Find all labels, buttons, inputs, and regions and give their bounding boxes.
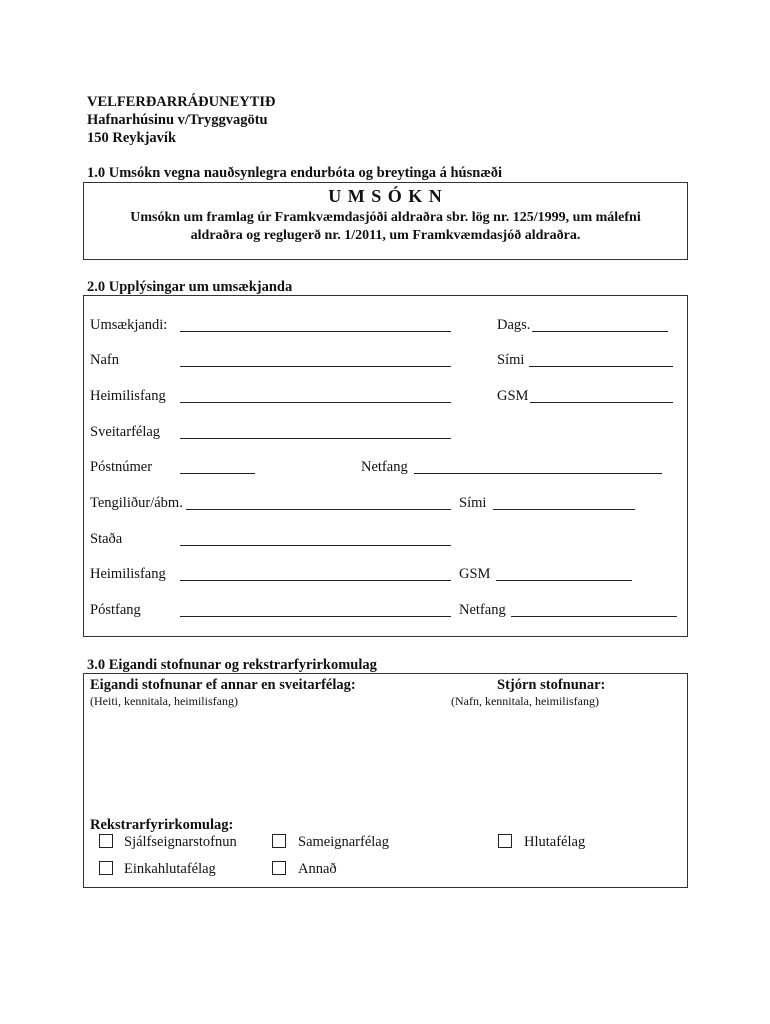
email-label: Netfang xyxy=(361,459,408,475)
address-field[interactable] xyxy=(180,402,451,403)
phone-label: Sími xyxy=(497,352,525,368)
section1-heading: 1.0 Umsókn vegna nauðsynlegra endurbóta og breytinga á húsnæði xyxy=(87,165,503,181)
operation-label: Rekstrarfyrirkomulag: xyxy=(90,817,234,833)
private-limited-checkbox[interactable] xyxy=(99,861,113,875)
other-label: Annað xyxy=(298,861,337,877)
section1-box xyxy=(83,182,688,260)
self-owned-label: Sjálfseignarstofnun xyxy=(124,834,237,850)
contact-mobile-label: GSM xyxy=(459,566,491,582)
mobile-label: GSM xyxy=(497,388,529,404)
email-field[interactable] xyxy=(414,473,662,474)
contact-label: Tengiliður/ábm. xyxy=(90,495,183,511)
private-limited-label: Einkahlutafélag xyxy=(124,861,216,877)
postal-address-field[interactable] xyxy=(180,616,451,617)
self-owned-checkbox[interactable] xyxy=(99,834,113,848)
co-owned-checkbox[interactable] xyxy=(272,834,286,848)
contact-address-field[interactable] xyxy=(180,580,451,581)
postcode-label: Póstnúmer xyxy=(90,459,153,475)
owner-hint: (Heiti, kennitala, heimilisfang) xyxy=(90,694,238,708)
form-title: U M S Ó K N xyxy=(328,186,443,206)
other-checkbox[interactable] xyxy=(272,861,286,875)
date-field[interactable] xyxy=(532,331,668,332)
postal-address-label: Póstfang xyxy=(90,602,141,618)
board-label: Stjórn stofnunar: xyxy=(497,677,606,693)
mobile-field[interactable] xyxy=(530,402,673,403)
name-label: Nafn xyxy=(90,352,119,368)
form-subtitle-1: Umsókn um framlag úr Framkvæmdasjóði aldraðra sbr. lög nr. 125/1999, um málefni xyxy=(130,210,641,225)
contact-address-label: Heimilisfang xyxy=(90,566,166,582)
address-label: Heimilisfang xyxy=(90,388,166,404)
limited-checkbox[interactable] xyxy=(498,834,512,848)
limited-label: Hlutafélag xyxy=(524,834,586,850)
owner-label: Eigandi stofnunar ef annar en sveitarfélag: xyxy=(90,677,356,693)
name-field[interactable] xyxy=(180,366,451,367)
section3-heading: 3.0 Eigandi stofnunar og rekstrarfyrirkomulag xyxy=(87,657,377,673)
date-label: Dags. xyxy=(497,317,531,333)
contact-field[interactable] xyxy=(186,509,451,510)
section2-heading: 2.0 Upplýsingar um umsækjanda xyxy=(87,279,293,295)
ministry-address: Hafnarhúsinu v/Tryggvagötu xyxy=(87,112,268,128)
municipality-field[interactable] xyxy=(180,438,451,439)
ministry-city: 150 Reykjavík xyxy=(87,130,177,146)
postcode-field[interactable] xyxy=(180,473,255,474)
phone-field[interactable] xyxy=(529,366,673,367)
municipality-label: Sveitarfélag xyxy=(90,424,161,440)
contact-email-field[interactable] xyxy=(511,616,677,617)
contact-email-label: Netfang xyxy=(459,602,506,618)
applicant-field[interactable] xyxy=(180,331,451,332)
co-owned-label: Sameignarfélag xyxy=(298,834,389,850)
form-subtitle-2: aldraðra og reglugerð nr. 1/2011, um Framkvæmdasjóð aldraðra. xyxy=(190,228,581,243)
ministry-name: VELFERÐARRÁÐUNEYTIÐ xyxy=(87,94,276,110)
position-label: Staða xyxy=(90,531,123,547)
board-hint: (Nafn, kennitala, heimilisfang) xyxy=(451,694,599,708)
contact-phone-field[interactable] xyxy=(493,509,635,510)
contact-mobile-field[interactable] xyxy=(496,580,632,581)
position-field[interactable] xyxy=(180,545,451,546)
contact-phone-label: Sími xyxy=(459,495,487,511)
applicant-label: Umsækjandi: xyxy=(90,317,168,333)
